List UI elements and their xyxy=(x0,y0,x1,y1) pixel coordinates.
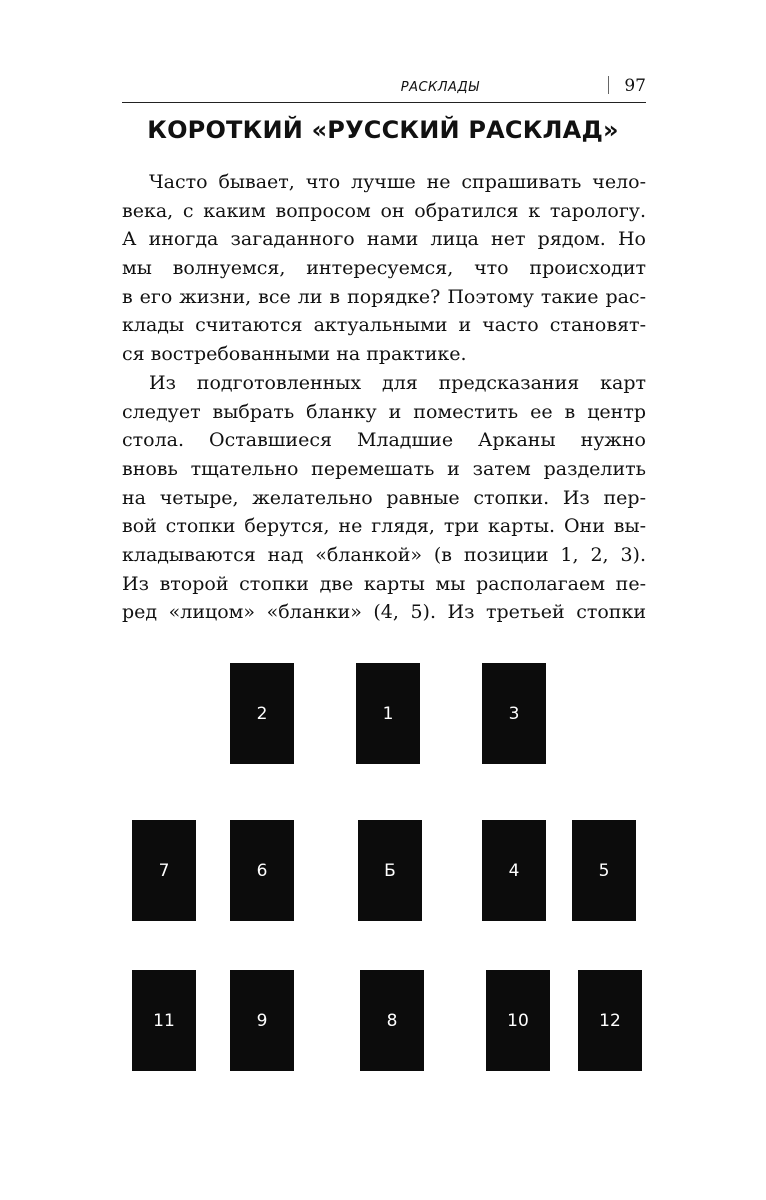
text-line: вой стопки берутся, не глядя, три карты. Они вы- xyxy=(122,515,646,538)
page-number: 97 xyxy=(624,76,646,96)
card-position: 12 xyxy=(578,970,642,1071)
chapter-title: КОРОТКИЙ «РУССКИЙ РАСКЛАД» xyxy=(147,116,619,144)
card-position: 9 xyxy=(230,970,294,1071)
card-position: 8 xyxy=(360,970,424,1071)
text-line: ред «лицом» «бланки» (4, 5). Из третьей стопки xyxy=(122,601,646,624)
text-line: на четыре, желательно равные стопки. Из пер- xyxy=(122,486,646,509)
text-line: клады считаются актуальными и часто становят- xyxy=(122,314,646,337)
text-line: мы волнуемся, интересуемся, что происходит xyxy=(122,257,646,280)
text-line: Из второй стопки две карты мы располагаем пе- xyxy=(122,572,646,595)
card-blank: Б xyxy=(358,820,422,921)
text-line: кладываются над «бланкой» (в позиции 1, 2, 3). xyxy=(122,543,646,566)
text-line: в его жизни, все ли в порядке? Поэтому такие рас- xyxy=(122,285,646,308)
card-position: 4 xyxy=(482,820,546,921)
running-header xyxy=(122,76,646,103)
body-text xyxy=(122,168,646,627)
text-line: ся востребованными на практике. xyxy=(122,343,467,366)
text-line: Из подготовленных для предсказания карт xyxy=(149,371,646,394)
card-position: 10 xyxy=(486,970,550,1071)
text-line: А иногда загаданного нами лица нет рядом. Но xyxy=(122,228,646,251)
card-position: 5 xyxy=(572,820,636,921)
header-separator xyxy=(608,76,609,94)
text-line: вновь тщательно перемешать и затем разделить xyxy=(122,457,646,480)
text-line: века, с каким вопросом он обратился к тарологу. xyxy=(122,199,646,222)
card-position: 1 xyxy=(356,663,420,764)
text-line: Часто бывает, что лучше не спрашивать чело- xyxy=(149,171,646,193)
text-line: стола. Оставшиеся Младшие Арканы нужно xyxy=(122,429,646,452)
section-name: РАСКЛАДЫ xyxy=(400,80,480,95)
card-position: 7 xyxy=(132,820,196,921)
card-position: 2 xyxy=(230,663,294,764)
text-line: следует выбрать бланку и поместить ее в центр xyxy=(122,400,646,423)
card-position: 3 xyxy=(482,663,546,764)
card-position: 11 xyxy=(132,970,196,1071)
card-position: 6 xyxy=(230,820,294,921)
